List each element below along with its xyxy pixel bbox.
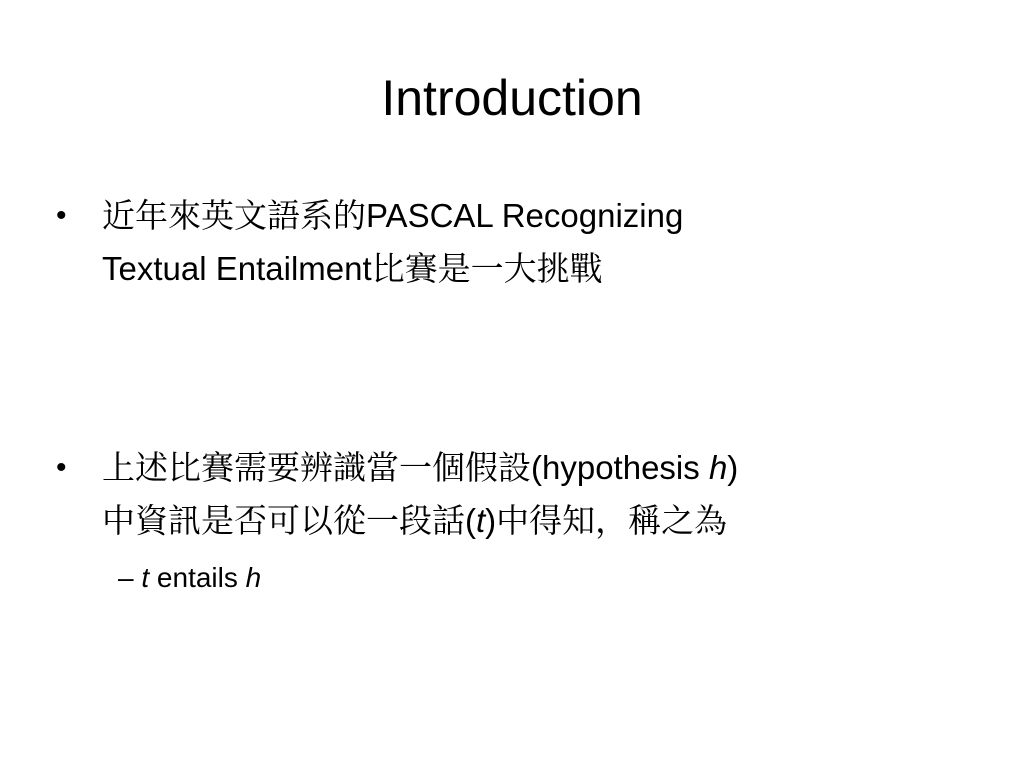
- bullet-1-line-1-cjk: 近年來英文語系的: [102, 197, 366, 234]
- bullet-marker: •: [56, 451, 67, 484]
- slide-title: Introduction: [381, 70, 643, 126]
- bullet-2-line-2-close-paren: ): [485, 502, 497, 539]
- bullet-marker: •: [56, 199, 67, 232]
- bullet-2-text: [102, 441, 982, 547]
- bullet-2-line-1: [102, 441, 982, 494]
- bullet-2-t-variable: t: [476, 502, 486, 539]
- bullet-2-line-2-cjk-a: 中資訊是否可以從一段話: [102, 502, 465, 539]
- sub-bullet-text: entails: [149, 562, 246, 593]
- bullet-1-line-2: [102, 242, 982, 295]
- bullet-2-line-1-cjk: 上述比賽需要辨識當一個假設: [102, 449, 531, 486]
- sub-bullet-marker: –: [118, 562, 134, 593]
- sub-bullet-h-variable: h: [245, 562, 262, 593]
- bullet-1-line-2-cjk: 比賽是一大挑戰: [371, 250, 603, 287]
- bullet-1-line-1: [102, 189, 982, 242]
- bullet-2-line-1-close-paren: ): [727, 449, 739, 486]
- bullet-1-line-2-latin: Textual Entailment: [102, 250, 372, 287]
- bullet-2-line-1-latin: (hypothesis: [531, 449, 709, 486]
- sub-bullet: [118, 556, 918, 600]
- sub-bullet-t-variable: t: [141, 562, 150, 593]
- bullet-2-line-2-open-paren: (: [465, 502, 476, 539]
- bullet-1-text: [102, 189, 982, 295]
- bullet-2-line-2-cjk-b: 中得知，稱之為: [496, 502, 728, 539]
- bullet-2-h-variable: h: [708, 449, 728, 486]
- bullet-2-line-2: [102, 494, 982, 547]
- bullet-1-line-1-latin: PASCAL Recognizing: [366, 197, 684, 234]
